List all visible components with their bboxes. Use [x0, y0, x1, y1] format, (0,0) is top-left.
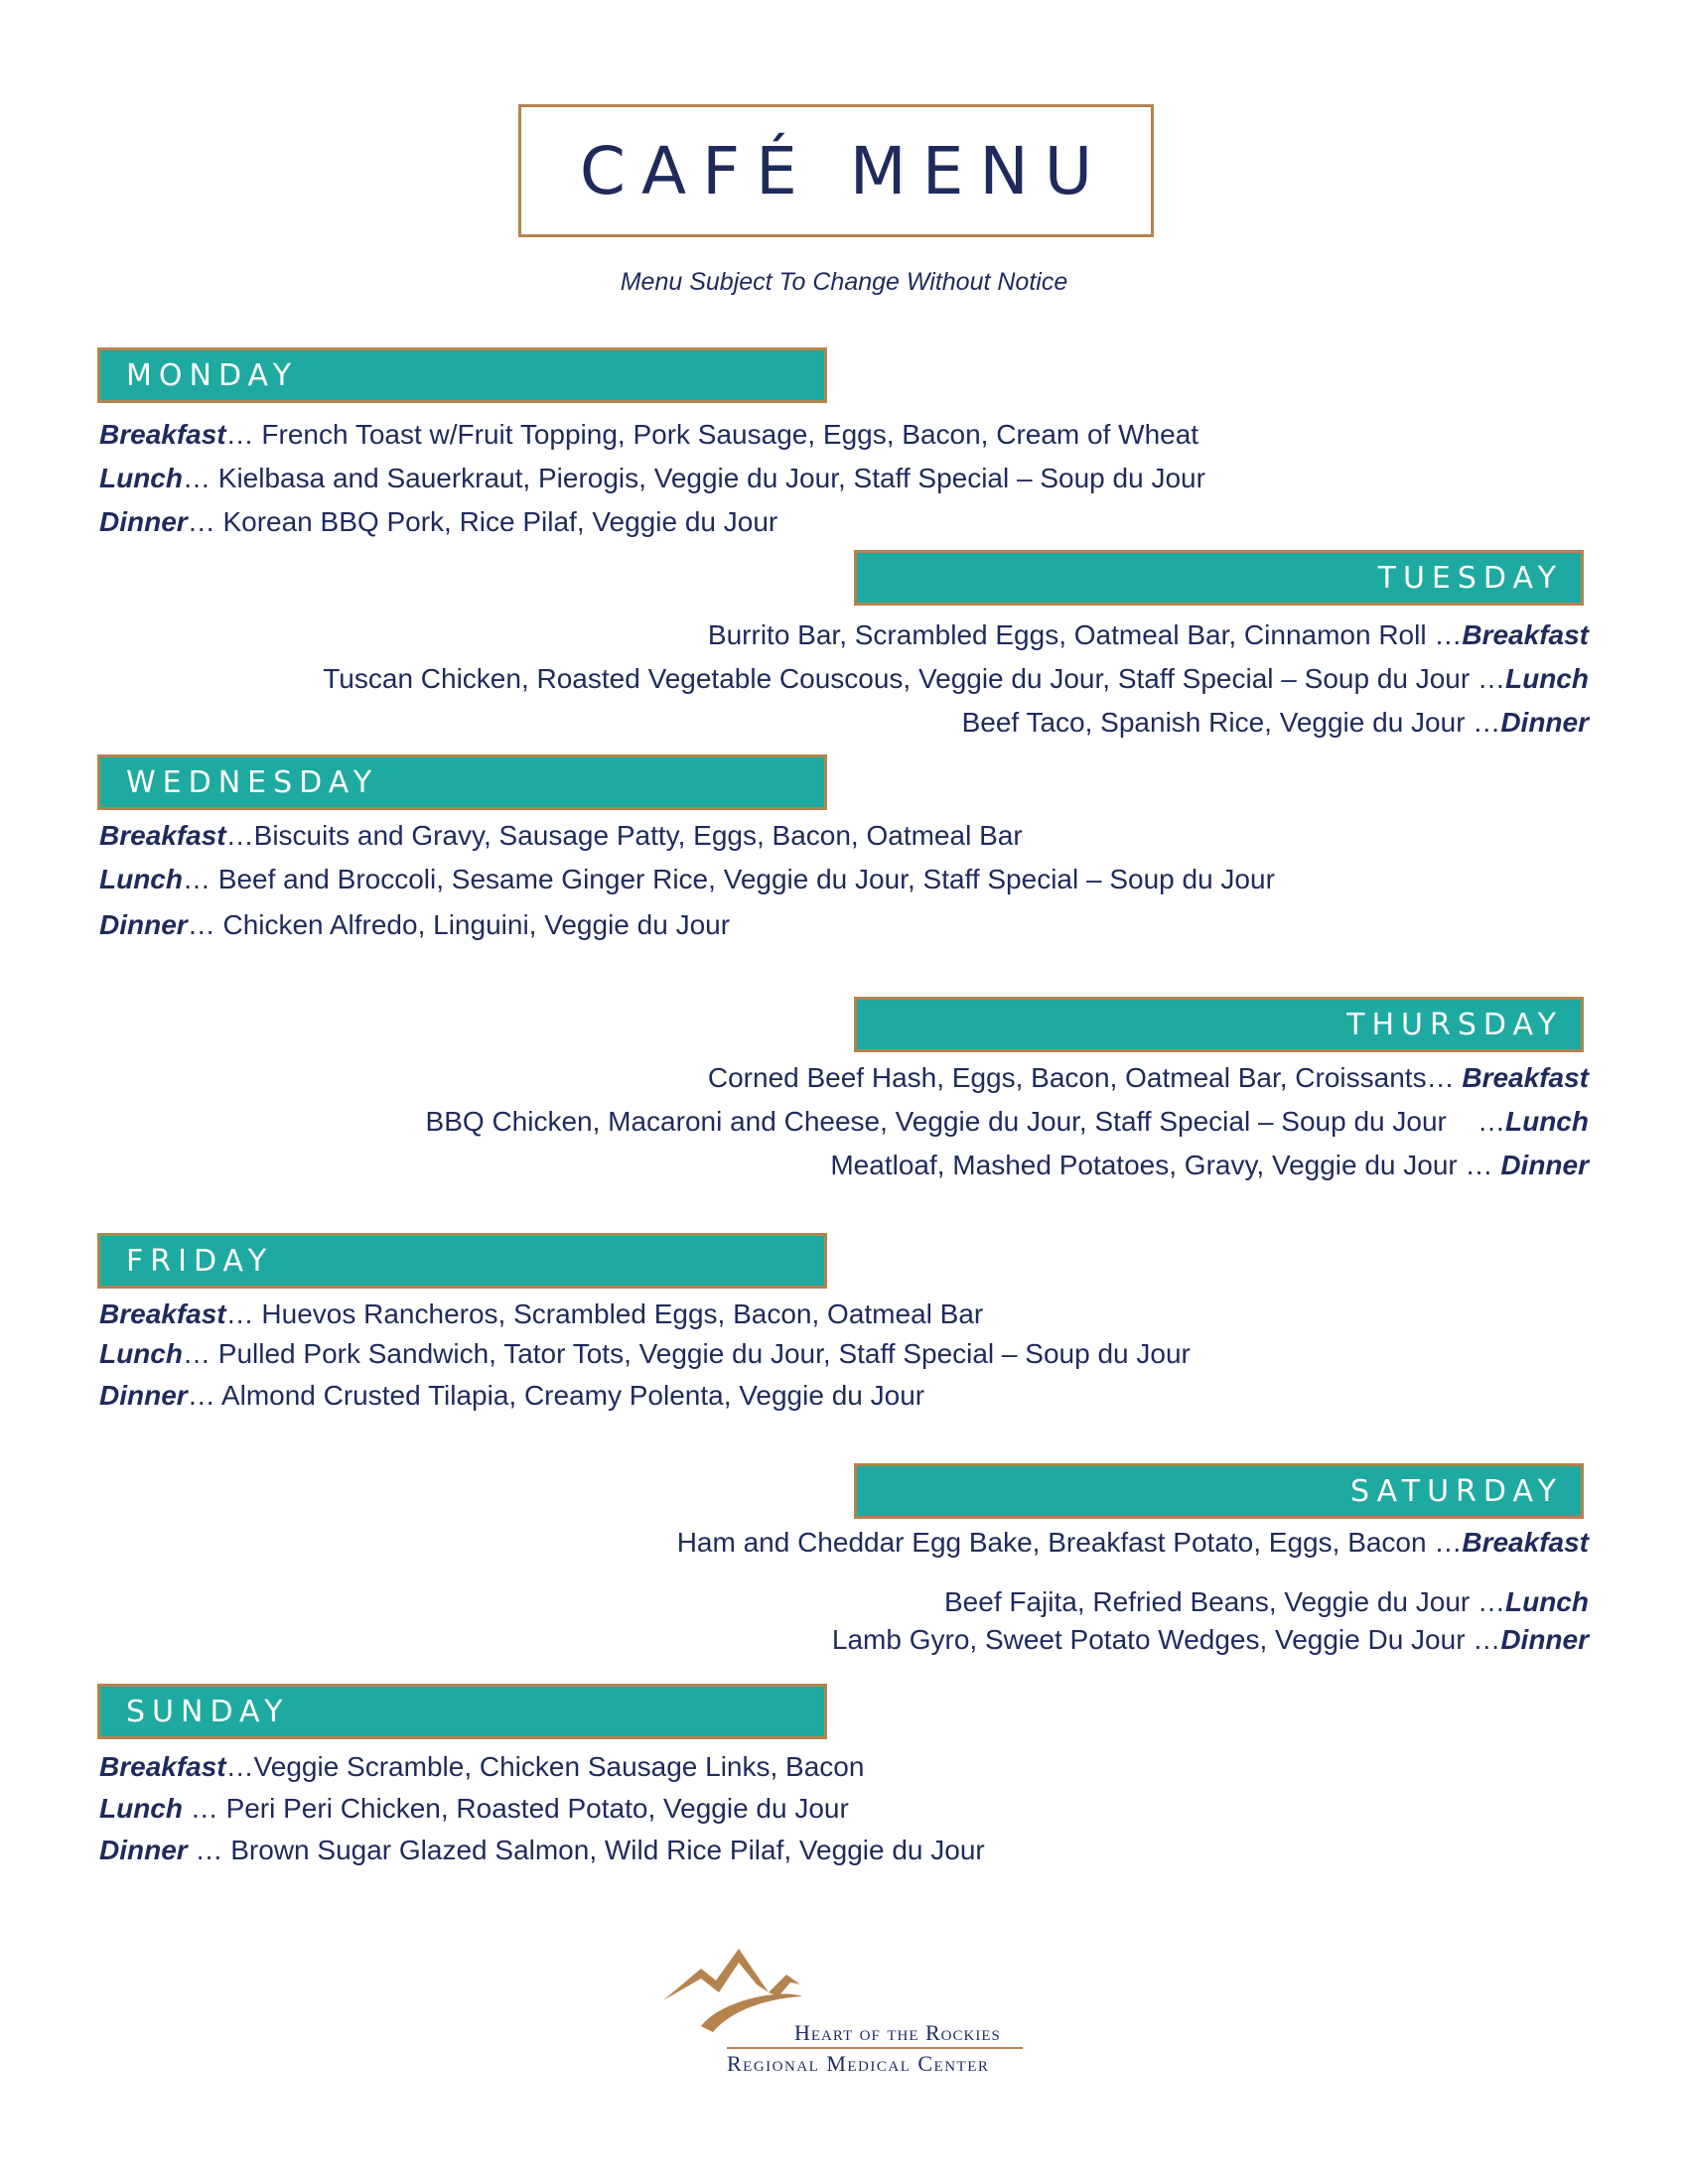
meal-items: Corned Beef Hash, Eggs, Bacon, Oatmeal Bar, Croissants… [707, 1062, 1463, 1093]
thursday-breakfast [708, 1062, 1589, 1094]
meal-items: Korean BBQ Pork, Rice Pilaf, Veggie du Jour [222, 506, 778, 537]
separator: … [225, 1298, 262, 1329]
logo-divider [727, 2047, 1023, 2049]
separator: … [187, 1380, 221, 1411]
separator: … [183, 864, 218, 894]
separator: … [187, 909, 223, 940]
meal-label: Lunch [1505, 1106, 1589, 1137]
meal-items: Huevos Rancheros, Scrambled Eggs, Bacon, Oatmeal Bar [261, 1298, 984, 1329]
title-box [518, 104, 1154, 237]
day-header-tuesday: TUESDAY [854, 550, 1584, 606]
sunday-dinner [99, 1835, 985, 1866]
meal-label: Dinner [99, 506, 188, 537]
meal-items: Peri Peri Chicken, Roasted Potato, Veggie du Jour [225, 1793, 849, 1824]
logo-text-line2: Regional Medical Center [727, 2051, 990, 2076]
sunday-breakfast [99, 1751, 864, 1783]
meal-label: Breakfast [1462, 1527, 1589, 1558]
meal-items: Lamb Gyro, Sweet Potato Wedges, Veggie Du Jour … [831, 1624, 1501, 1655]
meal-items: Beef Taco, Spanish Rice, Veggie du Jour … [961, 707, 1501, 738]
menu-disclaimer: Menu Subject To Change Without Notice [620, 268, 1068, 296]
meal-items: Beef Fajita, Refried Beans, Veggie du Jour … [944, 1586, 1505, 1617]
wednesday-breakfast [99, 820, 1023, 852]
day-header-friday: FRIDAY [97, 1233, 827, 1289]
day-header-monday: MONDAY [97, 347, 827, 403]
separator: … [187, 1835, 231, 1865]
monday-dinner [99, 506, 777, 538]
separator: … [183, 1793, 226, 1824]
friday-lunch [99, 1338, 1191, 1370]
meal-label: Dinner [99, 1835, 188, 1865]
meal-items: Brown Sugar Glazed Salmon, Wild Rice Pilaf, Veggie du Jour [230, 1835, 985, 1865]
meal-label: Lunch [99, 1338, 183, 1369]
meal-label: Breakfast [99, 1298, 226, 1329]
meal-label: Breakfast [99, 419, 226, 450]
meal-label: Lunch [1505, 1586, 1589, 1617]
meal-label: Breakfast [1462, 1062, 1589, 1093]
meal-label: Dinner [1500, 1150, 1589, 1180]
meal-items: Kielbasa and Sauerkraut, Pierogis, Veggie du Jour, Staff Special – Soup du Jour [217, 463, 1205, 493]
separator: … [183, 1338, 218, 1369]
meal-items: Almond Crusted Tilapia, Creamy Polenta, Veggie du Jour [220, 1380, 925, 1411]
logo-text-line1: Heart of the Rockies [794, 2020, 1001, 2045]
meal-label: Dinner [1500, 1624, 1589, 1655]
meal-label: Lunch [99, 1793, 183, 1824]
day-header-wednesday: WEDNESDAY [97, 754, 827, 810]
friday-breakfast [99, 1298, 983, 1330]
meal-label: Lunch [99, 864, 183, 894]
separator: … [225, 820, 254, 851]
wednesday-lunch [99, 864, 1275, 895]
meal-items: French Toast w/Fruit Topping, Pork Sausage, Eggs, Bacon, Cream of Wheat [261, 419, 1199, 450]
meal-items: Burrito Bar, Scrambled Eggs, Oatmeal Bar, Cinnamon Roll … [707, 619, 1463, 650]
meal-items: Veggie Scramble, Chicken Sausage Links, Bacon [253, 1751, 865, 1782]
meal-items: Tuscan Chicken, Roasted Vegetable Couscous, Veggie du Jour, Staff Special – Soup du Jour … [323, 663, 1505, 694]
meal-label: Lunch [1505, 663, 1589, 694]
meal-label: Breakfast [1462, 619, 1589, 650]
meal-items: Ham and Cheddar Egg Bake, Breakfast Potato, Eggs, Bacon … [676, 1527, 1463, 1558]
meal-items: Meatloaf, Mashed Potatoes, Gravy, Veggie du Jour … [830, 1150, 1501, 1180]
meal-label: Lunch [99, 463, 183, 493]
sunday-lunch [99, 1793, 849, 1825]
separator: … [187, 506, 223, 537]
meal-label: Dinner [99, 1380, 188, 1411]
meal-label: Dinner [1500, 707, 1589, 738]
meal-label: Dinner [99, 909, 188, 940]
thursday-dinner [830, 1150, 1589, 1181]
separator: … [225, 419, 262, 450]
day-header-thursday: THURSDAY [854, 997, 1584, 1052]
meal-items: Pulled Pork Sandwich, Tator Tots, Veggie du Jour, Staff Special – Soup du Jour [217, 1338, 1191, 1369]
meal-label: Breakfast [99, 1751, 226, 1782]
separator: … [183, 463, 218, 493]
day-header-saturday: SATURDAY [854, 1463, 1584, 1519]
saturday-breakfast [677, 1527, 1589, 1559]
meal-items: Chicken Alfredo, Linguini, Veggie du Jour [222, 909, 731, 940]
thursday-lunch [426, 1106, 1589, 1138]
meal-label: Breakfast [99, 820, 226, 851]
separator: … [225, 1751, 254, 1782]
monday-breakfast [99, 419, 1198, 451]
tuesday-breakfast [708, 619, 1589, 651]
saturday-dinner [832, 1624, 1589, 1656]
meal-items: Biscuits and Gravy, Sausage Patty, Eggs, Bacon, Oatmeal Bar [253, 820, 1023, 851]
saturday-lunch [944, 1586, 1589, 1618]
day-header-sunday: SUNDAY [97, 1684, 827, 1739]
tuesday-dinner [962, 707, 1589, 739]
friday-dinner [99, 1380, 924, 1412]
tuesday-lunch [323, 663, 1589, 695]
meal-items: BBQ Chicken, Macaroni and Cheese, Veggie du Jour, Staff Special – Soup du Jour … [425, 1106, 1505, 1137]
monday-lunch [99, 463, 1205, 494]
meal-items: Beef and Broccoli, Sesame Ginger Rice, Veggie du Jour, Staff Special – Soup du Jour [217, 864, 1275, 894]
page-title: CAFÉ MENU [579, 132, 1109, 209]
wednesday-dinner [99, 909, 730, 941]
